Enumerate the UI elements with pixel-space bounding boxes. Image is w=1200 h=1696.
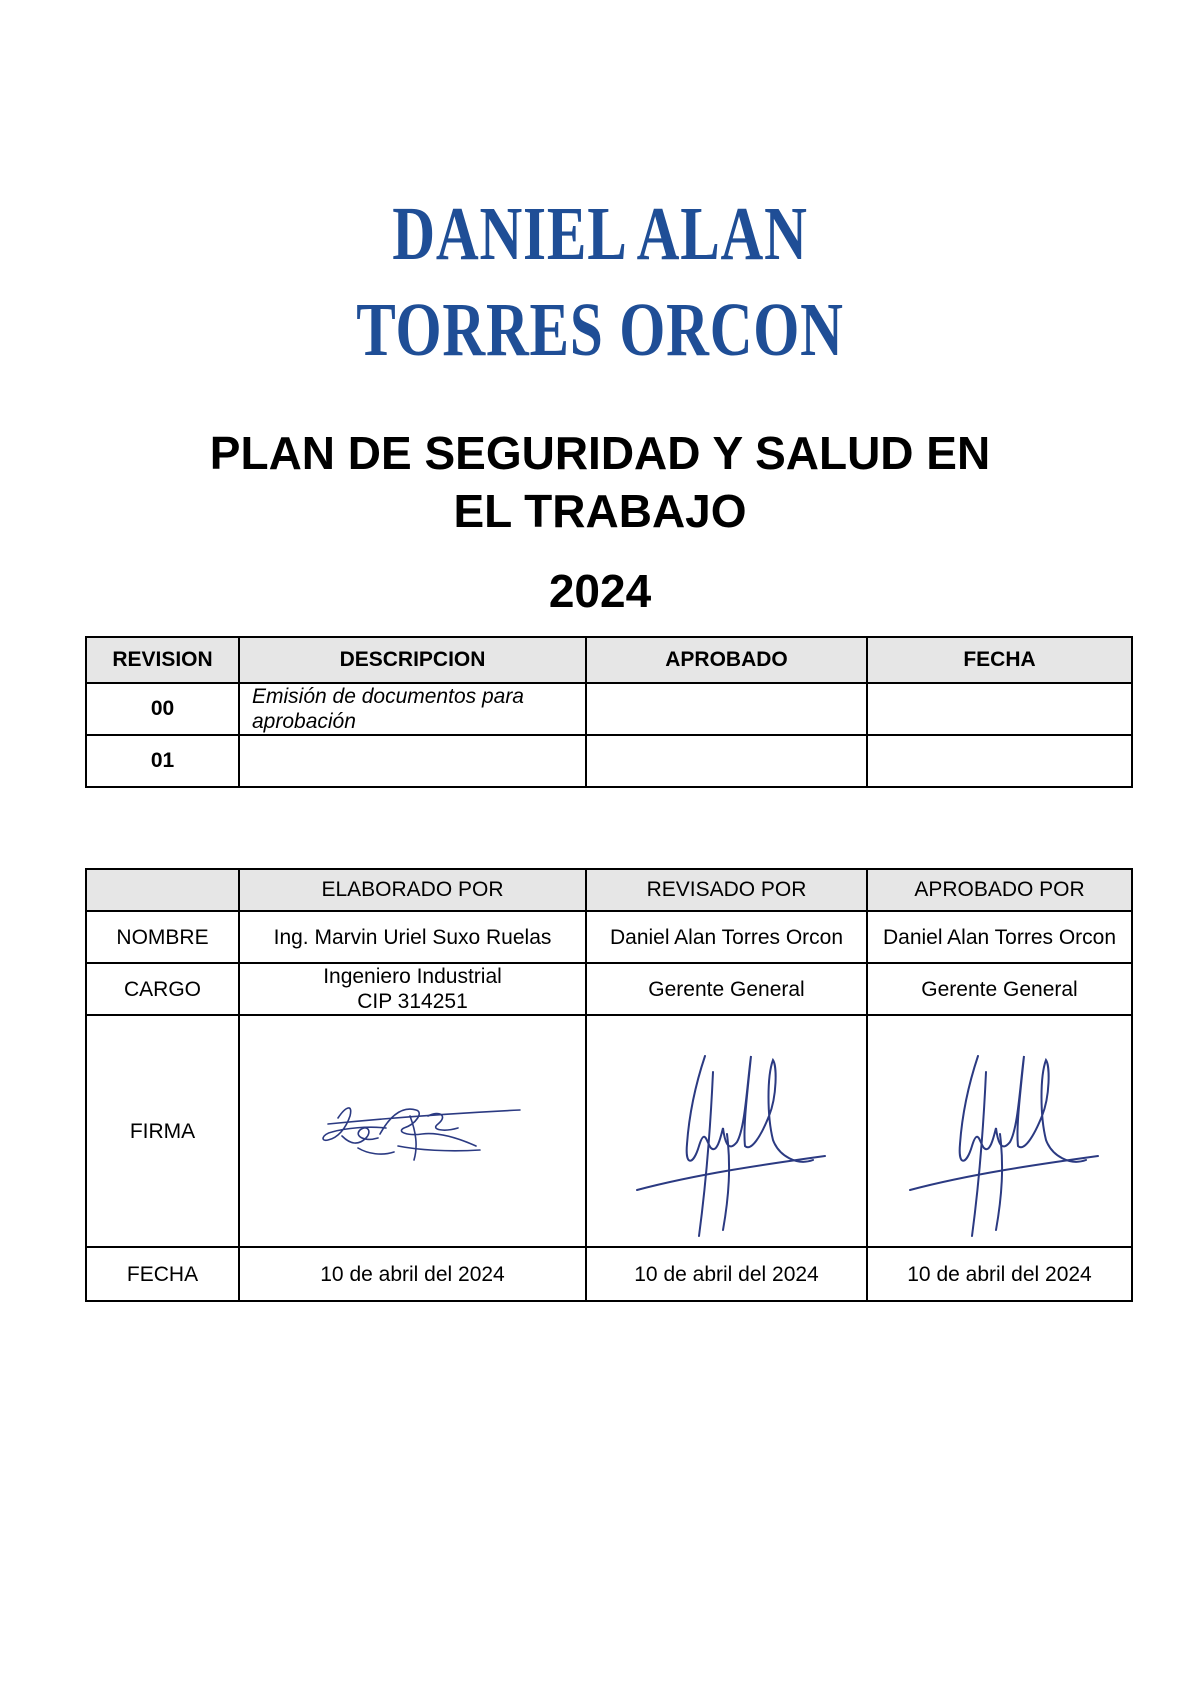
- revision-description: [239, 735, 586, 787]
- header-aprobado: APROBADO: [586, 637, 867, 683]
- elaborado-cargo: [239, 963, 586, 1015]
- revision-date: [867, 683, 1132, 735]
- document-title-line1: PLAN DE SEGURIDAD Y SALUD EN: [209, 427, 991, 479]
- header-revision: REVISION: [86, 637, 239, 683]
- company-name-line2: TORRES ORCON: [356, 288, 844, 372]
- cargo-row: [86, 963, 1132, 1015]
- revision-description: Emisión de documentos para aprobación: [239, 683, 586, 735]
- cargo-label: CARGO: [86, 963, 239, 1015]
- fecha-label: FECHA: [86, 1247, 239, 1301]
- header-aprobado-por: APROBADO POR: [867, 869, 1132, 911]
- revision-date: [867, 735, 1132, 787]
- revision-approved: [586, 735, 867, 787]
- firma-label: FIRMA: [86, 1015, 239, 1247]
- document-title-line2: EL TRABAJO: [453, 485, 747, 537]
- aprobado-fecha: 10 de abril del 2024: [867, 1247, 1132, 1301]
- elaborado-firma: [239, 1015, 586, 1247]
- firma-row: [86, 1015, 1132, 1247]
- header-descripcion: DESCRIPCION: [239, 637, 586, 683]
- signature-table-header: [86, 869, 1132, 911]
- revisado-fecha: 10 de abril del 2024: [586, 1247, 867, 1301]
- revision-row: [86, 683, 1132, 735]
- revision-table-header: [86, 637, 1132, 683]
- elaborado-cargo-cip: CIP 314251: [357, 990, 468, 1013]
- revisado-cargo: Gerente General: [586, 963, 867, 1015]
- signature-icon: [627, 1016, 827, 1246]
- revision-approved: [586, 683, 867, 735]
- aprobado-firma: [867, 1015, 1132, 1247]
- signature-icon: [298, 1076, 528, 1186]
- elaborado-fecha: 10 de abril del 2024: [239, 1247, 586, 1301]
- aprobado-nombre: Daniel Alan Torres Orcon: [867, 911, 1132, 963]
- revision-row: [86, 735, 1132, 787]
- revisado-nombre: Daniel Alan Torres Orcon: [586, 911, 867, 963]
- nombre-label: NOMBRE: [86, 911, 239, 963]
- signature-icon: [900, 1016, 1100, 1246]
- nombre-row: [86, 911, 1132, 963]
- elaborado-cargo-title: Ingeniero Industrial: [323, 965, 502, 988]
- revisado-firma: [586, 1015, 867, 1247]
- header-elaborado-por: ELABORADO POR: [239, 869, 586, 911]
- company-name-line1: DANIEL ALAN: [392, 192, 808, 276]
- fecha-row: [86, 1247, 1132, 1301]
- header-fecha: FECHA: [867, 637, 1132, 683]
- revision-table: [85, 636, 1133, 788]
- document-year: 2024: [548, 565, 652, 617]
- revision-number: 00: [86, 683, 239, 735]
- aprobado-cargo: Gerente General: [867, 963, 1132, 1015]
- header-revisado-por: REVISADO POR: [586, 869, 867, 911]
- revision-number: 01: [86, 735, 239, 787]
- signature-table: [85, 868, 1133, 1302]
- header-empty: [86, 869, 239, 911]
- elaborado-nombre: Ing. Marvin Uriel Suxo Ruelas: [239, 911, 586, 963]
- document-title: [0, 424, 1200, 540]
